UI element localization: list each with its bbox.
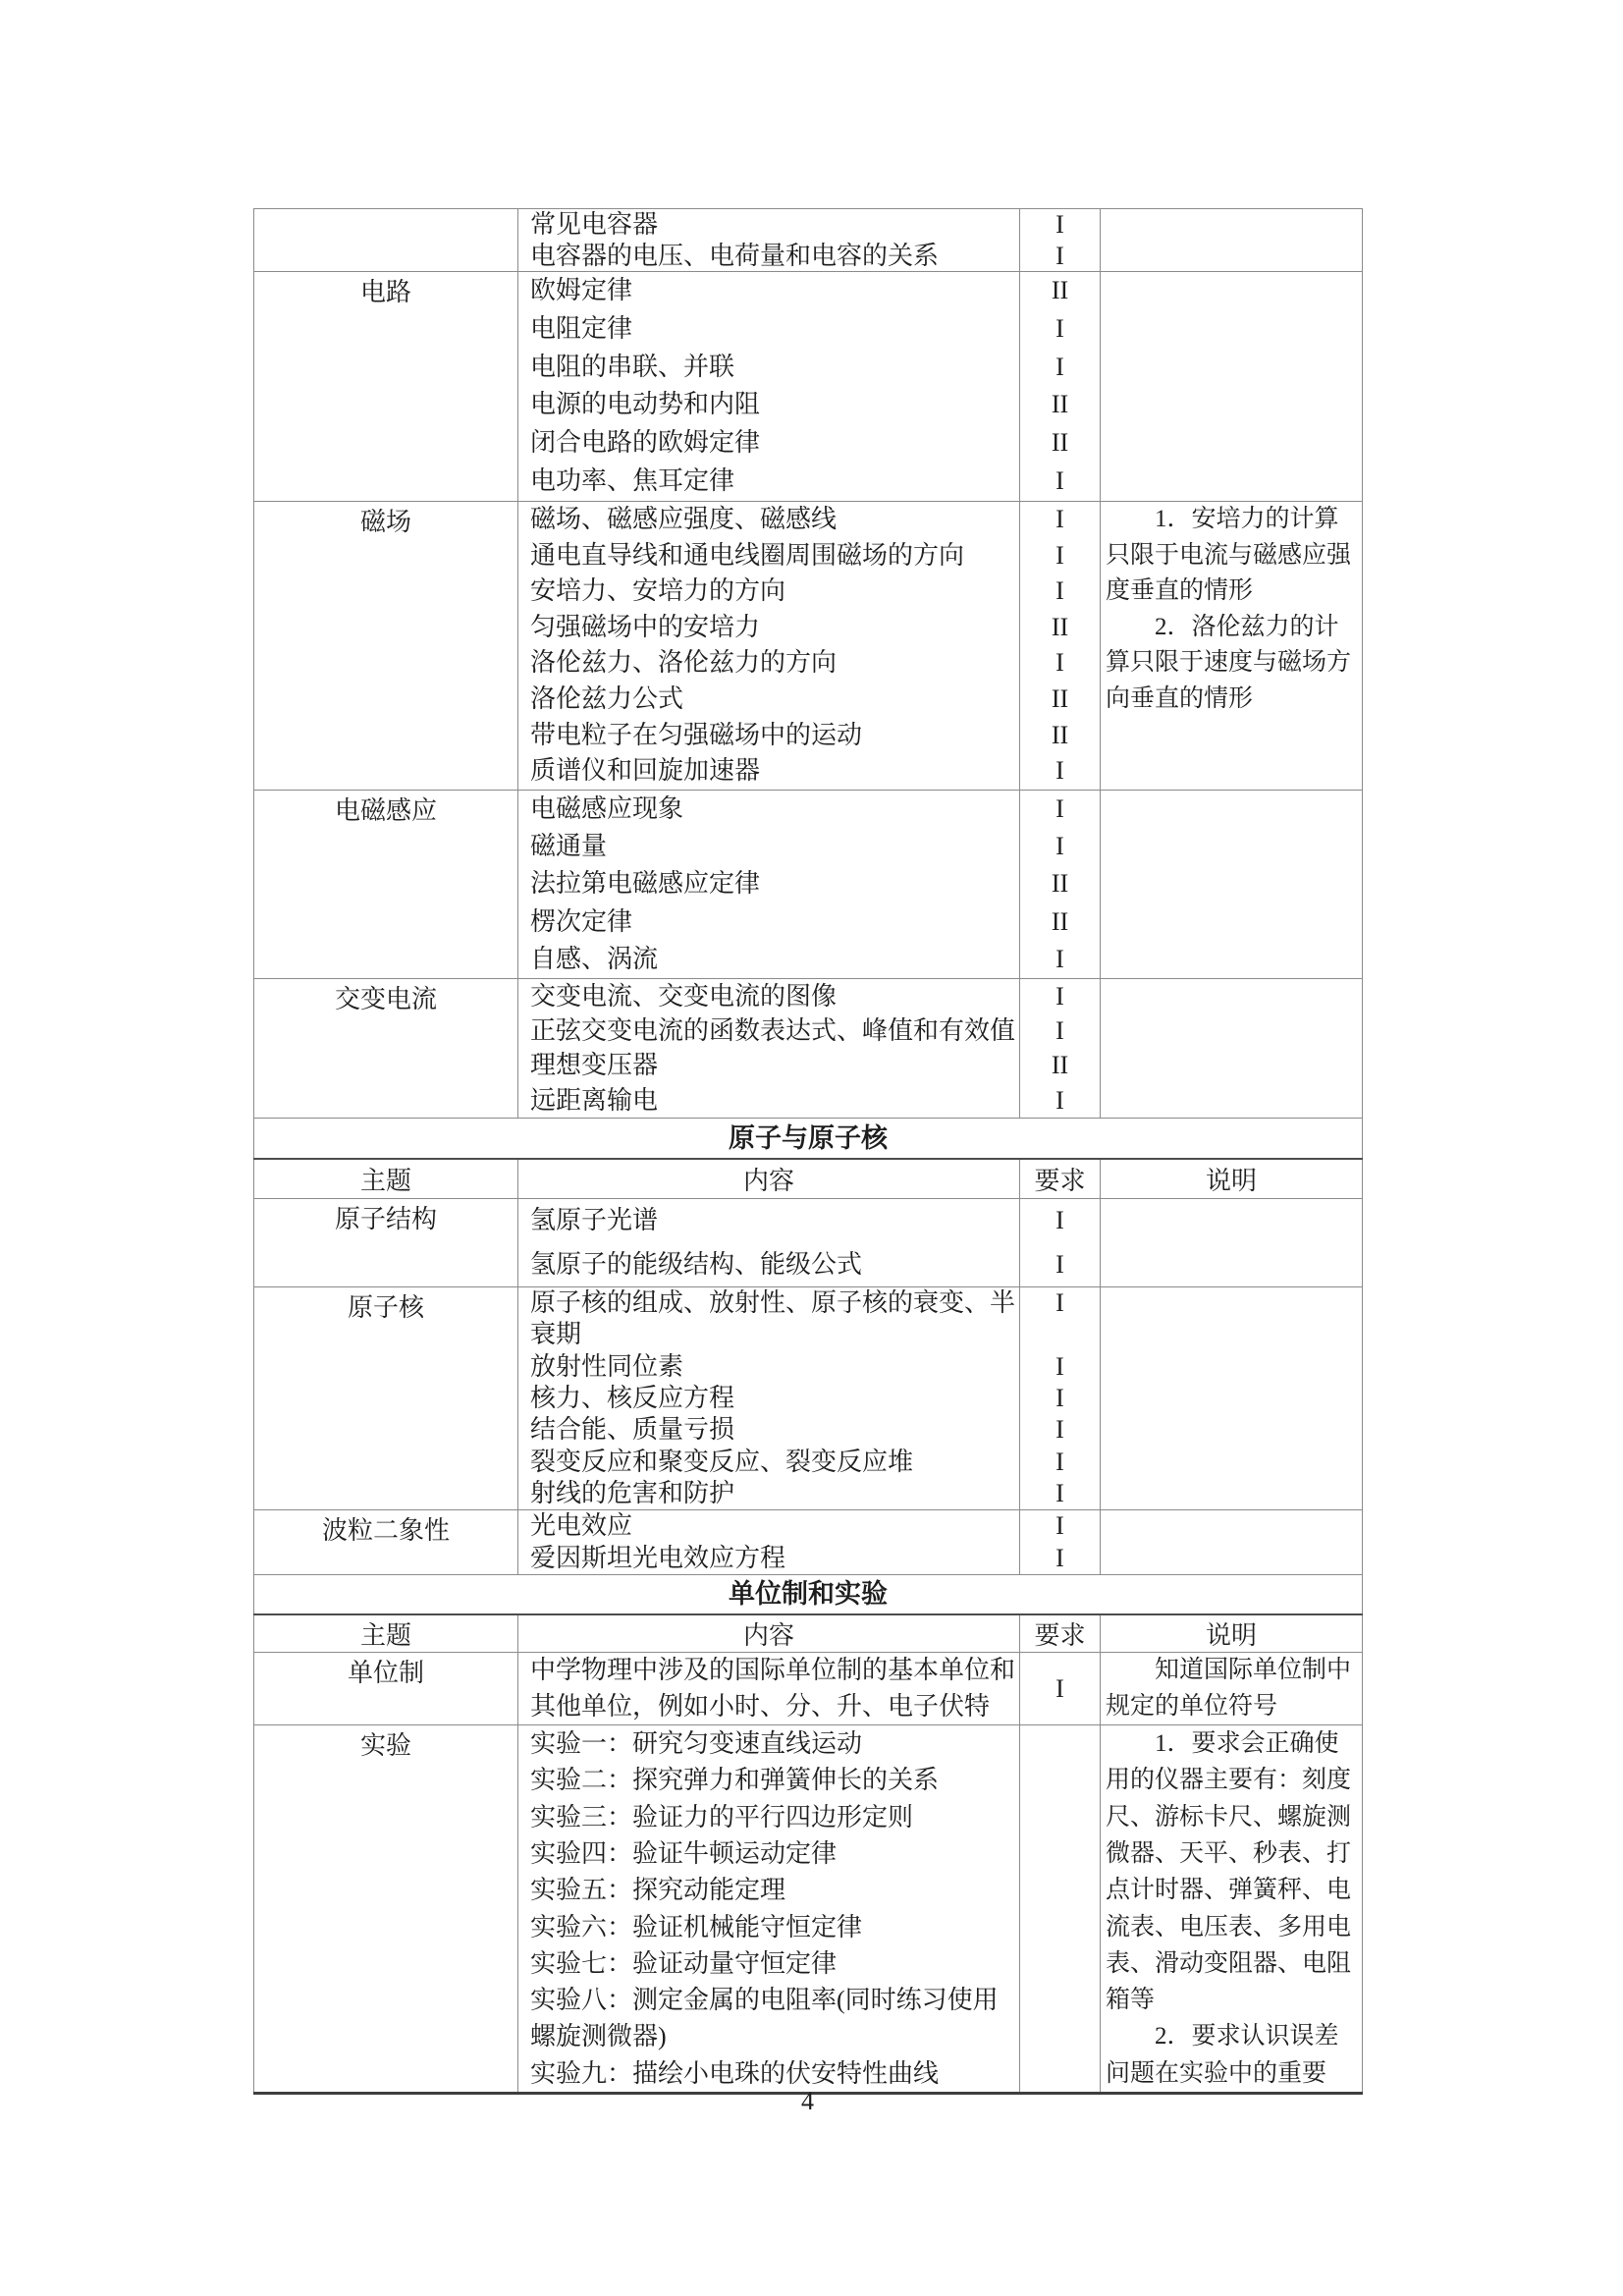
req-value: I <box>1055 576 1064 606</box>
req-value: II <box>1051 1051 1069 1080</box>
note-paragraph: 知道国际单位制中规定的单位符号 <box>1106 1657 1352 1720</box>
req-value: I <box>1055 1206 1064 1235</box>
column-header-req: 要求 <box>1020 1614 1101 1653</box>
column-header-note: 说明 <box>1101 1159 1363 1199</box>
req-value: I <box>1055 1085 1064 1115</box>
content-item: 远距离输电 <box>530 1085 659 1115</box>
note-cell <box>1101 1199 1363 1287</box>
content-item: 洛伦兹力、洛伦兹力的方向 <box>530 648 838 678</box>
content-item: 匀强磁场中的安培力 <box>530 612 761 641</box>
req-value: I <box>1055 241 1064 270</box>
content-item: 爱因斯坦光电效应方程 <box>530 1543 786 1572</box>
table-row <box>254 1510 1363 1575</box>
req-value: I <box>1055 313 1064 343</box>
req-value: II <box>1051 720 1069 749</box>
req-value: I <box>1055 794 1064 823</box>
content-item: 放射性同位素 <box>530 1351 684 1381</box>
table-row <box>254 272 1363 502</box>
content-item: 磁场、磁感应强度、磁感线 <box>530 505 838 533</box>
note-cell <box>1101 1510 1363 1575</box>
content-item: 实验九：描绘小电珠的伏安特性曲线 <box>530 2058 940 2088</box>
req-value: I <box>1055 1415 1064 1445</box>
req-value: I <box>1055 832 1064 861</box>
topic-cell: 原子核 <box>254 1287 518 1510</box>
column-header-note: 说明 <box>1101 1614 1363 1653</box>
req-value: I <box>1055 648 1064 678</box>
content-cell <box>518 979 1020 1119</box>
content-item: 电源的电动势和内阻 <box>530 390 761 419</box>
column-header-row <box>254 1159 1363 1199</box>
req-cell <box>1020 1510 1101 1575</box>
content-item: 实验四：验证牛顿运动定律 <box>530 1838 838 1868</box>
req-value: I <box>1055 465 1064 495</box>
content-item: 正弦交变电流的函数表达式、峰值和有效值 <box>530 1016 1016 1046</box>
content-item: 核力、核反应方程 <box>530 1383 735 1412</box>
req-cell <box>1020 1287 1101 1510</box>
syllabus-table <box>253 208 1363 2095</box>
content-item: 欧姆定律 <box>530 276 633 304</box>
table-row <box>254 502 1363 791</box>
req-value: I <box>1055 1543 1064 1572</box>
content-cell <box>518 272 1020 502</box>
req-value: I <box>1055 1447 1064 1476</box>
req-value: I <box>1055 1478 1064 1507</box>
topic-cell: 交变电流 <box>254 979 518 1119</box>
note-cell <box>1101 791 1363 979</box>
content-cell <box>518 1287 1020 1510</box>
content-item: 裂变反应和聚变反应、裂变反应堆 <box>530 1447 914 1476</box>
content-item: 氢原子的能级结构、能级公式 <box>530 1249 863 1279</box>
table-row <box>254 209 1363 272</box>
req-cell <box>1020 979 1101 1119</box>
req-value: I <box>1055 1511 1064 1541</box>
req-value: I <box>1055 540 1064 570</box>
req-cell <box>1020 1199 1101 1287</box>
content-item: 实验六：验证机械能守恒定律 <box>530 1912 863 1941</box>
content-item: 带电粒子在匀强磁场中的运动 <box>530 720 863 749</box>
content-item: 射线的危害和防护 <box>530 1478 735 1507</box>
req-value: I <box>1055 944 1064 973</box>
column-header-content: 内容 <box>518 1614 1020 1653</box>
req-value: II <box>1051 612 1069 641</box>
section-title: 原子与原子核 <box>254 1119 1363 1160</box>
content-item: 电功率、焦耳定律 <box>530 465 735 495</box>
content-item: 原子核的组成、放射性、原子核的衰变、半衰期 <box>530 1288 1016 1349</box>
req-value: I <box>1055 352 1064 381</box>
req-cell <box>1020 1653 1101 1725</box>
topic-cell: 磁场 <box>254 502 518 791</box>
content-item: 实验三：验证力的平行四边形定则 <box>530 1802 914 1831</box>
topic-cell <box>254 209 518 272</box>
content-item: 电磁感应现象 <box>530 794 684 823</box>
table-row <box>254 1199 1363 1287</box>
note-cell <box>1101 502 1363 791</box>
note-paragraph: 1．要求会正确使用的仪器主要有：刻度尺、游标卡尺、螺旋测微器、天平、秒表、打点计时器、弹簧秤、电流表、电压表、多用电表、滑动变阻器、电阻箱等 <box>1106 1730 1352 2014</box>
req-value: I <box>1055 1249 1064 1279</box>
content-cell <box>518 1510 1020 1575</box>
topic-cell: 实验 <box>254 1725 518 2094</box>
content-cell <box>518 1725 1020 2094</box>
req-cell <box>1020 791 1101 979</box>
content-cell <box>518 1199 1020 1287</box>
req-cell <box>1020 1725 1101 2094</box>
column-header-req: 要求 <box>1020 1159 1101 1199</box>
req-value: II <box>1051 906 1069 936</box>
content-item: 光电效应 <box>530 1511 633 1541</box>
req-value: I <box>1055 756 1064 786</box>
table-row <box>254 791 1363 979</box>
req-value: I <box>1055 210 1064 239</box>
req-value: I <box>1055 1351 1064 1381</box>
content-item: 电容器的电压、电荷量和电容的关系 <box>530 241 940 270</box>
req-value: I <box>1055 1016 1064 1046</box>
content-cell <box>518 1653 1020 1725</box>
table-row <box>254 1287 1363 1510</box>
content-item: 理想变压器 <box>530 1051 659 1080</box>
content-item: 洛伦兹力公式 <box>530 683 684 713</box>
note-paragraph: 2．洛伦兹力的计算只限于速度与磁场方向垂直的情形 <box>1106 613 1352 712</box>
content-cell <box>518 791 1020 979</box>
content-item: 常见电容器 <box>530 210 659 239</box>
content-item: 氢原子光谱 <box>530 1206 659 1235</box>
column-header-content: 内容 <box>518 1159 1020 1199</box>
req-value: I <box>1055 505 1064 533</box>
content-item: 电阻的串联、并联 <box>530 352 735 381</box>
req-value: I <box>1055 982 1064 1011</box>
req-value: II <box>1051 390 1069 419</box>
topic-cell: 波粒二象性 <box>254 1510 518 1575</box>
topic-cell: 单位制 <box>254 1653 518 1725</box>
req-cell <box>1020 272 1101 502</box>
note-cell <box>1101 979 1363 1119</box>
note-cell <box>1101 1725 1363 2094</box>
table-row <box>254 979 1363 1119</box>
note-paragraph: 1．安培力的计算只限于电流与磁感应强度垂直的情形 <box>1106 506 1352 605</box>
content-item: 质谱仪和回旋加速器 <box>530 756 761 786</box>
note-paragraph: 2．要求认识误差问题在实验中的重要 <box>1106 2023 1339 2087</box>
content-cell <box>518 209 1020 272</box>
column-header-topic: 主题 <box>254 1614 518 1653</box>
note-cell <box>1101 1653 1363 1725</box>
column-header-row <box>254 1614 1363 1653</box>
content-item: 交变电流、交变电流的图像 <box>530 982 838 1011</box>
content-item: 实验五：探究动能定理 <box>530 1876 786 1905</box>
topic-cell: 电路 <box>254 272 518 502</box>
content-item: 实验二：探究弹力和弹簧伸长的关系 <box>530 1766 940 1795</box>
topic-cell: 原子结构 <box>254 1199 518 1287</box>
content-item: 实验八：测定金属的电阻率(同时练习使用螺旋测微器) <box>530 1986 999 2051</box>
topic-cell: 电磁感应 <box>254 791 518 979</box>
content-cell <box>518 502 1020 791</box>
req-value: II <box>1051 428 1069 458</box>
content-item: 结合能、质量亏损 <box>530 1415 735 1445</box>
content-item: 楞次定律 <box>530 906 633 936</box>
req-value: I <box>1055 1383 1064 1412</box>
req-cell <box>1020 209 1101 272</box>
req-value: II <box>1051 869 1069 899</box>
column-header-topic: 主题 <box>254 1159 518 1199</box>
page-number: 4 <box>801 2087 814 2115</box>
content-item: 实验一：研究匀变速直线运动 <box>530 1729 863 1759</box>
note-cell <box>1101 209 1363 272</box>
note-cell <box>1101 272 1363 502</box>
content-item: 磁通量 <box>530 832 608 861</box>
table-row <box>254 1653 1363 1725</box>
content-item: 中学物理中涉及的国际单位制的基本单位和其他单位，例如小时、分、升、电子伏特 <box>530 1656 1016 1721</box>
req-value: II <box>1051 276 1069 304</box>
content-item: 实验七：验证动量守恒定律 <box>530 1948 838 1978</box>
content-item: 通电直导线和通电线圈周围磁场的方向 <box>530 540 965 570</box>
req-value: II <box>1051 683 1069 713</box>
section-title-row <box>254 1119 1363 1160</box>
req-cell <box>1020 502 1101 791</box>
req-value: I <box>1055 1674 1064 1704</box>
note-cell <box>1101 1287 1363 1510</box>
section-title-row <box>254 1575 1363 1615</box>
content-item: 电阻定律 <box>530 313 633 343</box>
req-value: I <box>1055 1288 1064 1318</box>
table-row <box>254 1725 1363 2094</box>
content-item: 自感、涡流 <box>530 944 659 973</box>
content-item: 安培力、安培力的方向 <box>530 576 786 606</box>
content-item: 闭合电路的欧姆定律 <box>530 428 761 458</box>
section-title: 单位制和实验 <box>254 1575 1363 1615</box>
content-item: 法拉第电磁感应定律 <box>530 869 761 899</box>
